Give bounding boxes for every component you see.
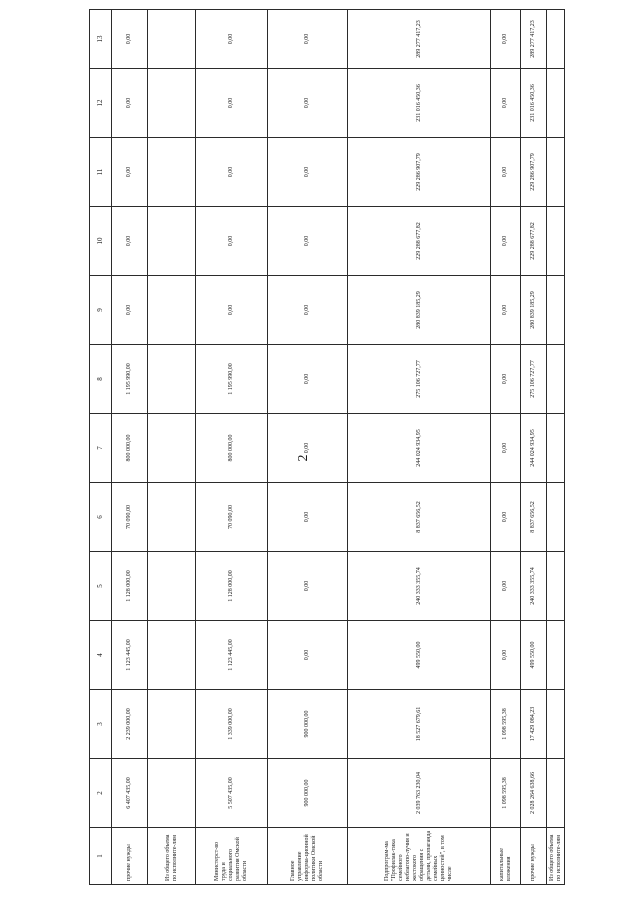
value-cell: 0,00 — [491, 138, 521, 207]
header-cell: 6 — [90, 483, 112, 552]
value-cell: 229 288 677,82 — [521, 207, 547, 276]
header-cell: 13 — [90, 10, 112, 69]
value-cell: 231 016 450,36 — [521, 69, 547, 138]
value-cell: 0,00 — [268, 207, 348, 276]
row-label: прочие нужды — [521, 828, 547, 885]
value-cell — [148, 10, 196, 69]
value-cell: 229 286 907,79 — [348, 138, 491, 207]
value-cell: 289 277 417,23 — [521, 10, 547, 69]
row-label: Из общего объема по исполните-лям — [547, 828, 565, 885]
value-cell: 240 333 355,74 — [521, 552, 547, 621]
budget-table — [89, 9, 565, 885]
value-cell: 0,00 — [491, 276, 521, 345]
table-row — [112, 10, 148, 885]
value-cell — [148, 69, 196, 138]
value-cell: 2 028 264 638,66 — [521, 759, 547, 828]
value-cell: 0,00 — [112, 10, 148, 69]
row-label: Из общего объема по исполните-лям — [148, 828, 196, 885]
value-cell: 800 000,00 — [112, 414, 148, 483]
value-cell: 900 000,00 — [268, 690, 348, 759]
value-cell: 0,00 — [268, 621, 348, 690]
page-number: 2 — [296, 454, 311, 462]
value-cell: 0,00 — [491, 552, 521, 621]
row-label: капитальные вложения — [491, 828, 521, 885]
header-cell: 7 — [90, 414, 112, 483]
value-cell — [547, 276, 565, 345]
value-cell — [547, 483, 565, 552]
value-cell: 0,00 — [268, 138, 348, 207]
value-cell: 2 239 000,00 — [112, 690, 148, 759]
row-label: Министерст-во труда и социального развития Омской области — [196, 828, 268, 885]
value-cell: 289 277 417,23 — [348, 10, 491, 69]
budget-table-rotated — [89, 20, 564, 885]
value-cell: 499 550,00 — [521, 621, 547, 690]
value-cell — [148, 138, 196, 207]
value-cell: 0,00 — [268, 10, 348, 69]
value-cell: 280 839 185,29 — [348, 276, 491, 345]
value-cell: 0,00 — [112, 276, 148, 345]
value-cell — [547, 552, 565, 621]
header-cell: 8 — [90, 345, 112, 414]
value-cell: 5 507 435,00 — [196, 759, 268, 828]
value-cell: 0,00 — [196, 207, 268, 276]
value-cell: 1 098 595,38 — [491, 759, 521, 828]
value-cell — [547, 414, 565, 483]
value-cell — [547, 690, 565, 759]
value-cell: 244 024 934,95 — [348, 414, 491, 483]
header-cell: 3 — [90, 690, 112, 759]
value-cell: 1 123 445,00 — [196, 621, 268, 690]
header-cell: 11 — [90, 138, 112, 207]
value-cell: 0,00 — [112, 69, 148, 138]
value-cell: 0,00 — [491, 621, 521, 690]
value-cell: 280 839 185,29 — [521, 276, 547, 345]
header-cell: 9 — [90, 276, 112, 345]
value-cell: 18 527 679,61 — [348, 690, 491, 759]
value-cell: 0,00 — [196, 138, 268, 207]
budget-table-frame — [89, 20, 564, 885]
value-cell: 229 286 907,79 — [521, 138, 547, 207]
value-cell: 8 837 656,52 — [348, 483, 491, 552]
value-cell: 70 090,00 — [196, 483, 268, 552]
value-cell: 0,00 — [196, 69, 268, 138]
value-cell: 0,00 — [491, 207, 521, 276]
value-cell — [148, 276, 196, 345]
value-cell: 6 407 435,00 — [112, 759, 148, 828]
header-cell: 10 — [90, 207, 112, 276]
value-cell — [148, 483, 196, 552]
table-row — [547, 10, 565, 885]
value-cell — [148, 207, 196, 276]
value-cell: 231 016 450,36 — [348, 69, 491, 138]
value-cell: 1 098 595,38 — [491, 690, 521, 759]
value-cell: 0,00 — [268, 69, 348, 138]
value-cell — [547, 10, 565, 69]
header-cell: 5 — [90, 552, 112, 621]
row-label: Подпрограм-ма "Профилак-тика семейного неблагопо-лучия и жестокого обращения с детьми, пропаганда семейных ценностей", в том числе — [348, 828, 491, 885]
value-cell: 70 090,00 — [112, 483, 148, 552]
value-cell: 0,00 — [268, 414, 348, 483]
row-label: прочие нужды — [112, 828, 148, 885]
value-cell: 0,00 — [491, 483, 521, 552]
value-cell: 275 106 727,77 — [521, 345, 547, 414]
value-cell: 0,00 — [112, 207, 148, 276]
value-cell — [547, 138, 565, 207]
value-cell — [547, 207, 565, 276]
header-row — [90, 10, 112, 885]
value-cell: 499 550,00 — [348, 621, 491, 690]
value-cell: 800 000,00 — [196, 414, 268, 483]
value-cell: 0,00 — [491, 414, 521, 483]
value-cell: 0,00 — [112, 138, 148, 207]
header-cell: 1 — [90, 828, 112, 885]
value-cell: 1 123 445,00 — [112, 621, 148, 690]
value-cell: 8 837 656,52 — [521, 483, 547, 552]
value-cell — [148, 414, 196, 483]
value-cell: 0,00 — [268, 552, 348, 621]
value-cell: 1 195 990,00 — [112, 345, 148, 414]
value-cell: 1 339 000,00 — [196, 690, 268, 759]
table-row — [491, 10, 521, 885]
value-cell — [148, 690, 196, 759]
value-cell: 0,00 — [491, 69, 521, 138]
value-cell: 2 039 763 230,04 — [348, 759, 491, 828]
value-cell: 0,00 — [491, 345, 521, 414]
value-cell: 1 128 000,00 — [196, 552, 268, 621]
table-row — [268, 10, 348, 885]
row-label: Главное управление информа-ционной политики Омской области — [268, 828, 348, 885]
value-cell: 0,00 — [491, 10, 521, 69]
value-cell: 229 288 677,82 — [348, 207, 491, 276]
value-cell: 900 000,00 — [268, 759, 348, 828]
value-cell — [547, 345, 565, 414]
value-cell: 0,00 — [196, 276, 268, 345]
value-cell: 275 106 727,77 — [348, 345, 491, 414]
table-row — [148, 10, 196, 885]
value-cell: 0,00 — [268, 345, 348, 414]
value-cell — [547, 759, 565, 828]
value-cell — [547, 69, 565, 138]
table-row — [196, 10, 268, 885]
value-cell — [148, 552, 196, 621]
value-cell: 244 024 934,95 — [521, 414, 547, 483]
value-cell — [547, 621, 565, 690]
value-cell: 0,00 — [268, 483, 348, 552]
value-cell — [148, 621, 196, 690]
value-cell: 1 128 000,00 — [112, 552, 148, 621]
table-row — [348, 10, 491, 885]
value-cell — [148, 759, 196, 828]
header-cell: 4 — [90, 621, 112, 690]
value-cell: 17 429 084,23 — [521, 690, 547, 759]
value-cell: 0,00 — [268, 276, 348, 345]
value-cell — [148, 345, 196, 414]
table-row — [521, 10, 547, 885]
value-cell: 1 195 990,00 — [196, 345, 268, 414]
value-cell: 240 333 355,74 — [348, 552, 491, 621]
value-cell: 0,00 — [196, 10, 268, 69]
header-cell: 12 — [90, 69, 112, 138]
header-cell: 2 — [90, 759, 112, 828]
table-body — [90, 10, 565, 885]
